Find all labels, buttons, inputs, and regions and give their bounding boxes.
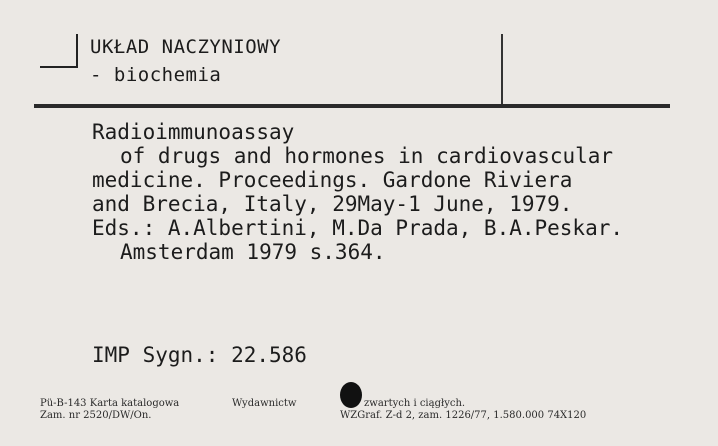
footer-form-type-b: zwartych i ciągłych. [364, 398, 466, 409]
entry-title: Radioimmunoassay [92, 120, 295, 144]
punch-hole [340, 382, 362, 408]
footer-form-id: Pü-B-143 Karta katalogowa [40, 398, 180, 409]
entry-line: and Brecia, Italy, 29May-1 June, 1979. [92, 192, 573, 216]
subject-subheading: - biochemia [90, 64, 222, 86]
corner-mark-horizontal [40, 66, 78, 68]
subject-heading: UKŁAD NACZYNIOWY [90, 36, 282, 58]
header-rule [34, 104, 670, 108]
footer-form-type-a: Wydawnictw [232, 398, 297, 409]
entry-line: of drugs and hormones in cardiovascular [120, 144, 614, 168]
header-divider-vertical [501, 34, 503, 104]
entry-line: medicine. Proceedings. Gardone Riviera [92, 168, 573, 192]
entry-imprint: Amsterdam 1979 s.364. [120, 240, 386, 264]
entry-editors: Eds.: A.Albertini, M.Da Prada, B.A.Peskar. [92, 216, 624, 240]
call-number: IMP Sygn.: 22.586 [92, 343, 307, 367]
footer-printer: WZGraf. Z-d 2, zam. 1226/77, 1.580.000 74X120 [340, 410, 587, 421]
footer-order: Zam. nr 2520/DW/On. [40, 410, 152, 421]
corner-mark-vertical [76, 34, 78, 68]
entry-text [92, 120, 623, 264]
